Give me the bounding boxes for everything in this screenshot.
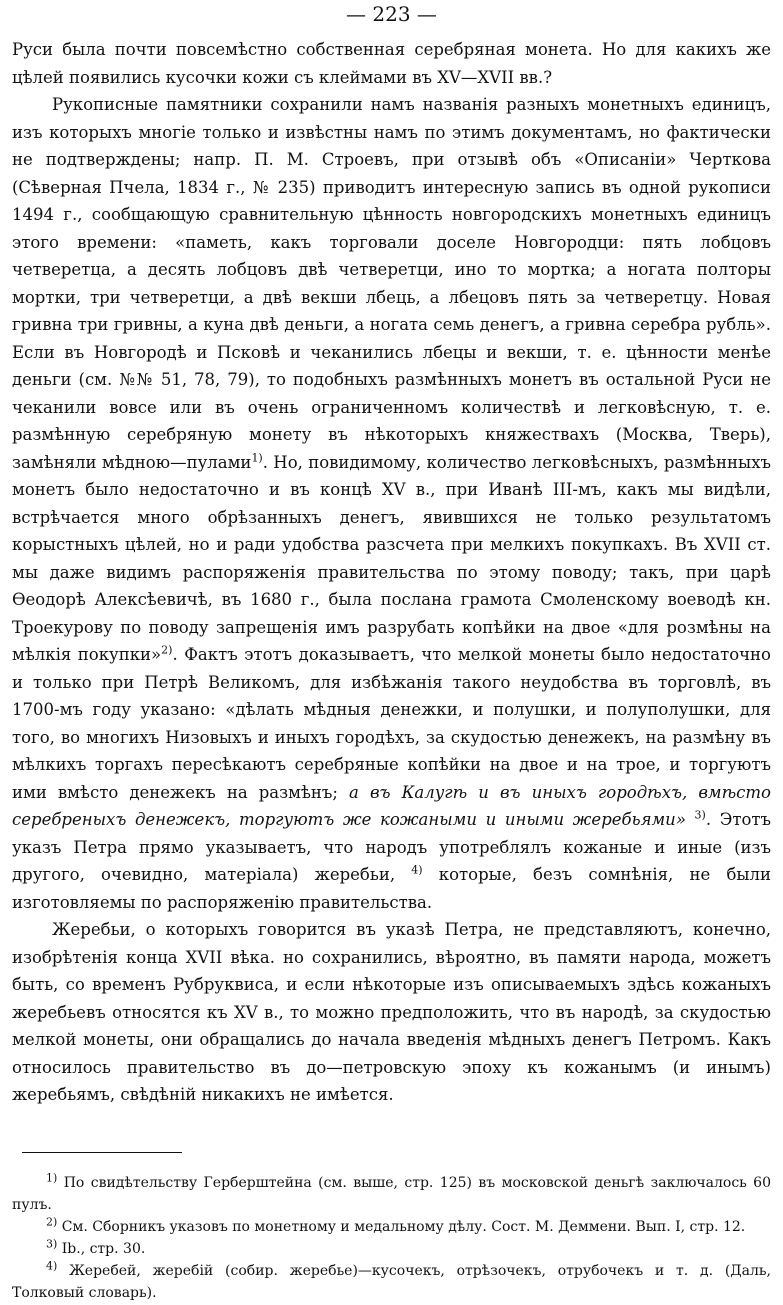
footnote-ref: 4) xyxy=(411,863,423,877)
footnote-text: По свидѣтельству Герберштейна (см. выше, стр. 125) въ московской деньгѣ заключалось 60 пулъ. xyxy=(12,1174,771,1213)
footnotes xyxy=(12,1172,771,1304)
footnote-ref: 3) xyxy=(694,808,706,822)
text-run: Жеребьи, о которыхъ говорится въ указѣ Петра, не представляютъ, конечно, изобрѣтенія конца XVII вѣка. но сохранились, вѣроятно, въ памяти народа, можетъ быть, со временъ Рубруквиса, и если нѣкоторые изъ описываемыхъ здѣсь кожаныхъ жеребьевъ относятся къ XV в., то можно предположить, что въ народѣ, за скудостью мелкой монеты, они обращались до начала введенія мѣдныхъ денегъ Петромъ. Какъ относилось правительство въ до—петровскую эпоху къ кожанымъ (и инымъ) жеребьямъ, свѣдѣній никакихъ не имѣется. xyxy=(12,920,771,1104)
text-run xyxy=(686,810,695,829)
paragraph xyxy=(12,36,771,91)
text-run: . Этотъ указъ Петра прямо указываетъ, что народъ употреблялъ кожаные и иные (изъ другого, очевидно, матеріала) жеребьи, xyxy=(12,810,772,884)
body-text xyxy=(12,36,771,1109)
paragraph xyxy=(12,91,771,916)
page-number: — 223 — xyxy=(346,2,437,26)
footnote-mark: 2) xyxy=(46,1214,58,1228)
footnote xyxy=(12,1216,771,1238)
text-run: которые, безъ сомнѣнія, не были изготовляемы по распоряженію правительства. xyxy=(12,865,772,912)
text-run: . Фактъ этотъ доказываетъ, что мелкой монеты было недостаточно и только при Петрѣ Великомъ, для избѣжанія такого неудобства въ торговлѣ, въ 1700-мъ году указано: «дѣлать мѣдныя денежки, и полушки, и полуполушки, для того, во многихъ Низовыхъ и иныхъ городѣхъ, за скудостью денежекъ, на размѣну въ мѣлкихъ торгахъ пересѣкаютъ серебряные копѣйки на двое и на трое, и торгуютъ ими вмѣсто денежекъ на размѣнъ; xyxy=(12,645,771,802)
footnote-text: Жеребей, жеребій (собир. жеребье)—кусочекъ, отрѣзочекъ, отрубочекъ и т. д. (Даль, Толковый словарь). xyxy=(12,1262,771,1301)
footnote-separator xyxy=(22,1152,182,1153)
paragraph xyxy=(12,916,771,1109)
footnote xyxy=(12,1172,771,1216)
footnote-text: См. Сборникъ указовъ по монетному и медальному дѣлу. Сост. М. Деммени. Вып. I, стр. 12. xyxy=(57,1218,746,1235)
footnote-ref: 2) xyxy=(161,643,173,657)
footnote-mark: 4) xyxy=(46,1258,58,1272)
footnote-text: Ib., стр. 30. xyxy=(57,1240,146,1257)
text-run: Руси была почти повсемѣстно собственная серебряная монета. Но для какихъ же цѣлей появились кусочки кожи съ клеймами въ XV—XVII вв.? xyxy=(12,40,771,87)
footnote xyxy=(12,1238,771,1260)
footnote-ref: 1) xyxy=(251,451,263,464)
text-run: Рукописные памятники сохранили намъ названія разныхъ монетныхъ единицъ, изъ которыхъ многіе только и извѣстны намъ по этимъ документамъ, но фактически не подтверждены; напр. П. М. Строевъ, при отзывѣ объ «Описаніи» Черткова (Сѣверная Пчела, 1834 г., № 235) приводитъ интересную запись въ одной рукописи 1494 г., сообщающую сравнительную цѣнность новгородскихъ монетныхъ единицъ этого времени: «паметь, какъ торговали доселе Новгородци: пять лобцовъ четверетца, а десять лобцовъ двѣ четверетци, ино то мортка; а ногата полторы мортки, три четверетци, а двѣ векши лбець, а лбецовъ пять за четверетцу. Новая гривна три гривны, а куна двѣ деньги, а ногата семь денегъ, а гривна серебра рубль». Если въ Новгородѣ и Псковѣ и чеканились лбецы и векши, т. е. цѣнности менѣе деньги (см. №№ 51, 78, 79), то подобныхъ размѣнныхъ монетъ въ остальной Руси не чеканили вовсе или въ очень ограниченномъ количествѣ и легковѣсную, т. е. размѣнную серебряную монету въ нѣкоторыхъ княжествахъ (Москва, Тверь), замѣняли мѣдною—пулами xyxy=(12,95,771,472)
italic-quote: а въ Калугѣ и въ иныхъ городѣхъ, вмѣсто серебреныхъ денежекъ, торгуютъ же кожаными и иными жеребьями» xyxy=(12,782,771,829)
footnote-mark: 3) xyxy=(46,1236,58,1250)
footnote-mark: 1) xyxy=(46,1170,58,1184)
text-run: . Но, повидимому, количество легковѣсныхъ, размѣнныхъ монетъ было недостаточно и въ концѣ XV в., при Иванѣ III-мъ, какъ мы видѣли, встрѣчается много обрѣзанныхъ денегъ, явившихся не только результатомъ корыстныхъ цѣлей, но и ради удобства разсчета при мелкихъ покупкахъ. Въ XVII ст. мы даже видимъ распоряженія правительства по этому поводу; такъ, при царѣ Ѳеодорѣ Алексѣевичѣ, въ 1680 г., была послана грамота Смоленскому воеводѣ кн. Троекурову по поводу запрещенія имъ разрубать копѣйки на двое «для розмѣны на мѣлкія покупки» xyxy=(12,452,771,664)
footnote xyxy=(12,1260,771,1304)
